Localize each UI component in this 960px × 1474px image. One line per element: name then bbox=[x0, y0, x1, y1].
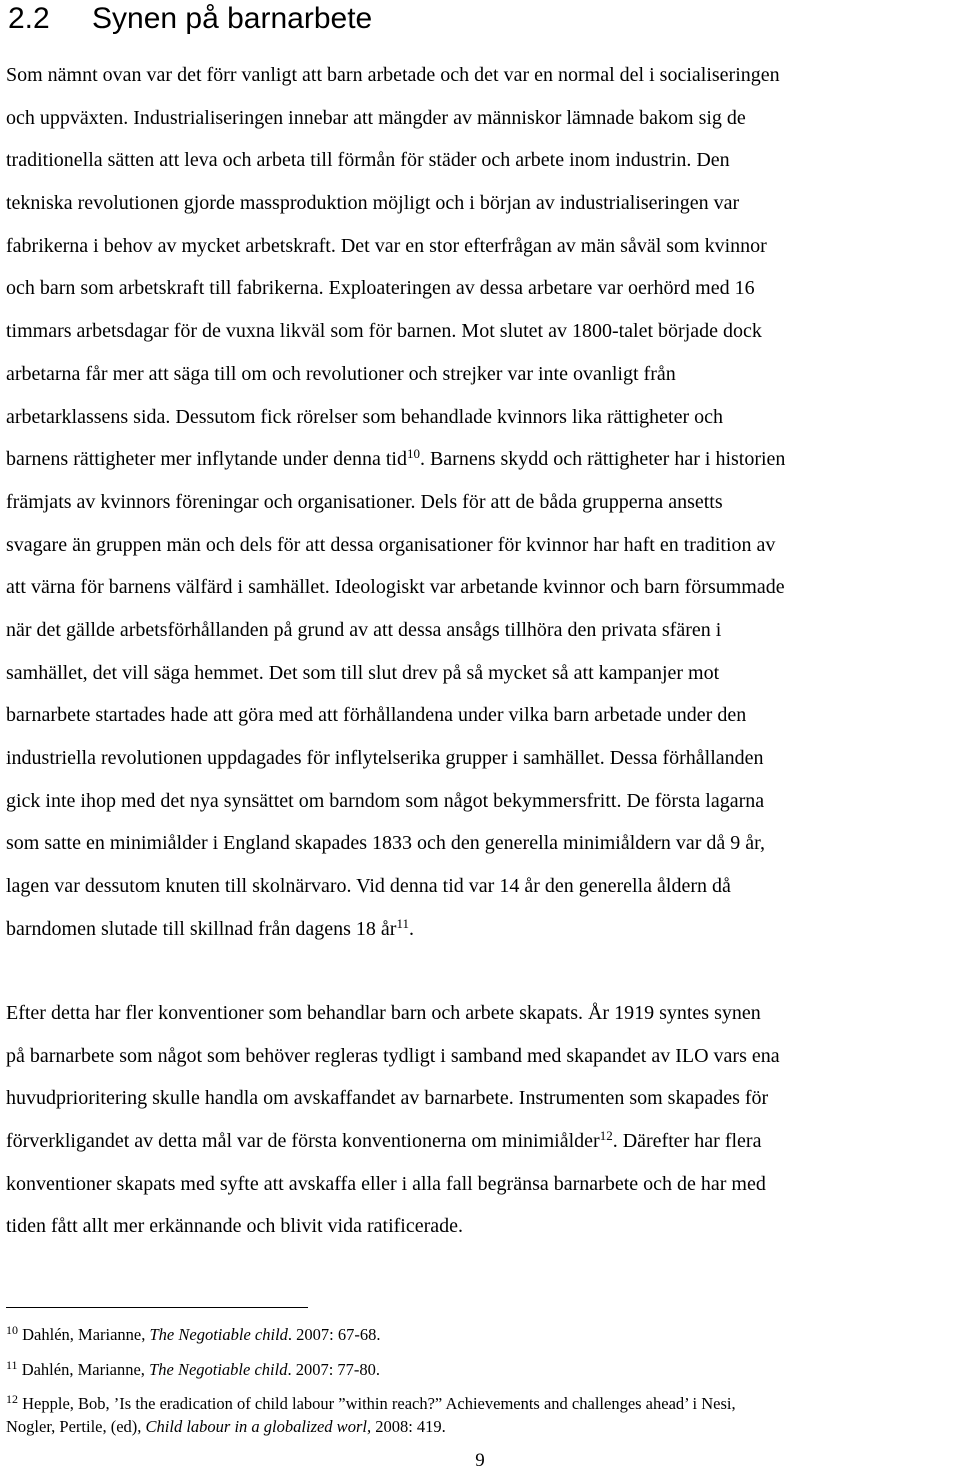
footnote-text: Hepple, Bob, ’Is the eradication of child labour ”within reach?” Achievements and challenges ahead’ i Nesi, bbox=[18, 1394, 736, 1413]
text-segment: . Därefter har flera bbox=[612, 1130, 762, 1153]
text-line bbox=[6, 1120, 938, 1163]
footnote-text: Nogler, Pertile, (ed), bbox=[6, 1417, 146, 1436]
text-line: att värna för barnens välfärd i samhället. Ideologiskt var arbetande kvinnor och barn försummade bbox=[6, 576, 785, 599]
text-line: och barn som arbetskraft till fabrikerna. Exploateringen av dessa arbetare var oerhörd med 16 bbox=[6, 277, 755, 300]
footnote-12 bbox=[6, 1392, 946, 1438]
text-segment: barnens rättigheter mer inflytande under denna tid bbox=[6, 448, 407, 471]
text-line: traditionella sätten att leva och arbeta till förmån för städer och arbete inom industrin. Den bbox=[6, 149, 730, 172]
footnote-11 bbox=[6, 1358, 946, 1381]
text-line: tiden fått allt mer erkännande och blivit vida ratificerade. bbox=[6, 1215, 464, 1238]
text-line: på barnarbete som något som behöver regleras tydligt i samband med skapandet av ILO vars ena bbox=[6, 1044, 780, 1067]
text-line: främjats av kvinnors föreningar och organisationer. Dels för att de båda grupperna ansetts bbox=[6, 490, 723, 513]
text-segment: barndomen slutade till skillnad från dagens 18 år bbox=[6, 917, 397, 940]
footnote-title: The Negotiable child bbox=[149, 1360, 288, 1379]
footnote-ref: 12 bbox=[599, 1128, 613, 1144]
text-line: lagen var dessutom knuten till skolnärvaro. Vid denna tid var 14 år den generella åldern då bbox=[6, 875, 731, 898]
footnote-author: Dahlén, Marianne, bbox=[17, 1360, 150, 1379]
text-segment: förverkligandet av detta mål var de första konventionerna om minimiålder bbox=[6, 1130, 600, 1153]
footnote-rest: 2008: 419. bbox=[371, 1417, 446, 1436]
footnote-author: Dahlén, Marianne, bbox=[18, 1325, 150, 1344]
footnote-10 bbox=[6, 1323, 946, 1346]
text-line bbox=[6, 908, 938, 951]
text-line: svagare än gruppen män och dels för att dessa organisationer för kvinnor har haft en tradition av bbox=[6, 533, 776, 556]
text-line: Efter detta har fler konventioner som behandlar barn och arbete skapats. År 1919 syntes synen bbox=[6, 1002, 761, 1024]
section-title: Synen på barnarbete bbox=[92, 2, 373, 35]
text-line: när det gällde arbetsförhållanden på grund av att dessa ansågs tillhöra den privata sfären i bbox=[6, 618, 722, 641]
footnote-divider bbox=[6, 1307, 308, 1308]
footnote-mark: 12 bbox=[6, 1392, 18, 1406]
footnote-ref: 10 bbox=[406, 446, 420, 462]
text-segment: . bbox=[408, 917, 414, 940]
footnote-rest: . 2007: 77-80. bbox=[287, 1360, 381, 1379]
text-line: fabrikerna i behov av mycket arbetskraft. Det var en stor efterfrågan av män såväl som kvinnor bbox=[6, 234, 767, 257]
footnote-rest: . 2007: 67-68. bbox=[287, 1325, 381, 1344]
text-line: gick inte ihop med det nya synsättet om barndom som något bekymmersfritt. De första lagarna bbox=[6, 789, 765, 812]
text-line: tekniska revolutionen gjorde massproduktion möjligt och i början av industrialiseringen var bbox=[6, 192, 740, 215]
paragraph-1 bbox=[6, 54, 938, 950]
text-line bbox=[6, 438, 938, 481]
footnote-title: The Negotiable child bbox=[149, 1325, 288, 1344]
paragraph-2 bbox=[6, 992, 938, 1248]
footnote-mark: 10 bbox=[6, 1323, 18, 1337]
footnote-title: Child labour in a globalized worl, bbox=[145, 1417, 372, 1436]
text-line: konventioner skapats med syfte att avskaffa eller i alla fall begränsa barnarbete och de har med bbox=[6, 1172, 766, 1195]
text-line: och uppväxten. Industrialiseringen innebar att mängder av människor lämnade bakom sig de bbox=[6, 106, 746, 129]
text-line: timmars arbetsdagar för de vuxna likväl som för barnen. Mot slutet av 1800-talet började dock bbox=[6, 320, 762, 343]
text-segment: . Barnens skydd och rättigheter har i historien bbox=[419, 448, 786, 471]
text-line: huvudprioritering skulle handla om avskaffandet av barnarbete. Instrumenten som skapades för bbox=[6, 1087, 769, 1110]
text-line: arbetarklassens sida. Dessutom fick rörelser som behandlade kvinnors lika rättigheter och bbox=[6, 405, 724, 428]
footnote-mark: 11 bbox=[6, 1358, 18, 1372]
text-line: industriella revolutionen uppdagades för inflytelserika grupper i samhället. Dessa förhållanden bbox=[6, 747, 764, 769]
section-number: 2.2 bbox=[8, 2, 50, 35]
section-heading bbox=[8, 0, 372, 38]
text-line: barnarbete startades hade att göra med att förhållandena under vilka barn arbetade under den bbox=[6, 704, 747, 727]
page-number: 9 bbox=[475, 1450, 485, 1471]
text-line: arbetarna får mer att säga till om och revolutioner och strejker var inte ovanligt från bbox=[6, 362, 676, 385]
footnote-ref: 11 bbox=[396, 915, 409, 931]
text-line: samhället, det vill säga hemmet. Det som till slut drev på så mycket så att kampanjer mot bbox=[6, 661, 720, 684]
text-line: Som nämnt ovan var det förr vanligt att barn arbetade och det var en normal del i socialiseringen bbox=[6, 64, 780, 86]
text-line: som satte en minimiålder i England skapades 1833 och den generella minimiåldern var då 9 år, bbox=[6, 832, 765, 855]
